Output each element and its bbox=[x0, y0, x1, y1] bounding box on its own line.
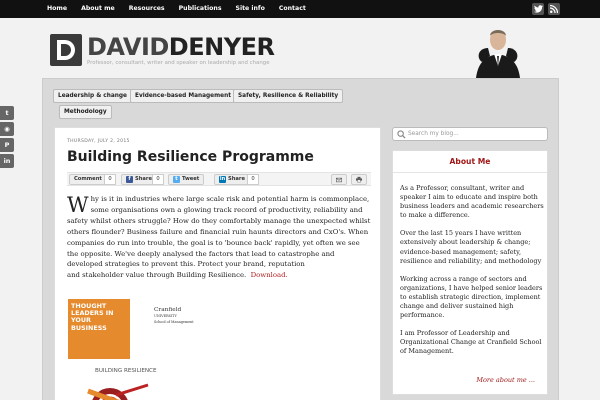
post-dropcap: W bbox=[67, 193, 89, 217]
email-icon bbox=[336, 177, 342, 183]
comment-button[interactable] bbox=[69, 174, 107, 185]
about-me-widget bbox=[392, 150, 548, 395]
top-social-links bbox=[532, 3, 560, 15]
linkedin-count: 0 bbox=[247, 174, 259, 185]
facebook-share-label: Share bbox=[135, 176, 153, 182]
nav-about-me[interactable]: About me bbox=[81, 5, 115, 12]
about-me-text bbox=[400, 184, 546, 366]
cranfield-name: Cranfield bbox=[154, 307, 182, 313]
rss-icon[interactable]: ◉ bbox=[0, 122, 14, 136]
search-input[interactable]: Search my blog... bbox=[408, 131, 459, 137]
site-tagline: Professor, consultant, writer and speaker on leadership and change bbox=[87, 60, 270, 66]
nav-contact[interactable]: Contact bbox=[278, 5, 306, 12]
pinterest-icon[interactable]: P bbox=[0, 138, 14, 152]
cranfield-school: School of Management bbox=[154, 320, 194, 325]
nav-publications[interactable]: Publications bbox=[178, 5, 222, 12]
about-paragraph-1: As a Professor, consultant, writer and speaker I aim to educate and inspire both business leaders and academic researchers to make a difference. bbox=[400, 184, 544, 220]
rss-icon[interactable] bbox=[548, 3, 560, 15]
about-paragraph-4: I am Professor of Leadership and Organizational Change at Cranfield School of Management. bbox=[400, 329, 542, 356]
about-paragraph-3: Working across a range of sectors and organizations, I have helped senior leaders to establish strategic direction, implement change and deliver sustained high performance. bbox=[400, 274, 543, 320]
twitter-icon[interactable]: t bbox=[0, 106, 14, 120]
cover-graphic bbox=[86, 381, 156, 400]
print-icon bbox=[356, 176, 362, 183]
download-link[interactable]: Download. bbox=[250, 271, 288, 280]
nav-site-info[interactable]: Site info bbox=[235, 5, 265, 12]
comment-count: 0 bbox=[104, 174, 116, 185]
post-date: THURSDAY, JULY 2, 2015 bbox=[67, 139, 130, 144]
sidebar bbox=[392, 127, 548, 400]
nav-menu bbox=[40, 0, 313, 18]
cover-subtitle: BUILDING RESILIENCE bbox=[95, 368, 157, 374]
tweet-button[interactable] bbox=[168, 174, 204, 185]
top-navigation bbox=[0, 0, 600, 18]
facebook-icon: f bbox=[126, 176, 133, 183]
post-paragraph: hy is it in industries where large scale risk and potential harm is commonplace, some organisations own a glowing track record of productivity, reliability and safety whilst others struggle? How do they comfortably manage the unexpected whilst others flounder? Business failure and financial ruin haunts directors and CxO's. When companies do run into trouble, the goal is to 'bounce back' rapidly, yet often we see the opposite. We've deeply analysed the factors that lead to catastrophe and developed strategies to prevent this. Protect your brand, reputation bbox=[67, 195, 371, 269]
search-box[interactable] bbox=[392, 127, 548, 141]
facebook-count: 0 bbox=[152, 174, 164, 185]
post-body bbox=[67, 194, 371, 281]
about-me-title: About Me bbox=[393, 151, 547, 173]
cranfield-logo bbox=[154, 307, 194, 326]
post-title[interactable]: Building Resilience Programme bbox=[67, 149, 314, 165]
linkedin-icon[interactable]: in bbox=[0, 154, 14, 168]
twitter-icon: t bbox=[173, 176, 180, 183]
logo-last-name: DENYER bbox=[168, 33, 275, 61]
logo-d-icon bbox=[50, 34, 82, 66]
linkedin-share-button[interactable] bbox=[214, 174, 250, 185]
post-paragraph-end: and stakeholder value through Building Resilience. bbox=[67, 271, 247, 280]
cover-banner-text: THOUGHT LEADERS IN YOUR BUSINESS bbox=[71, 302, 114, 332]
nav-resources[interactable]: Resources bbox=[128, 5, 165, 12]
category-safety-resilience[interactable]: Safety, Resilience & Reliability bbox=[233, 89, 343, 103]
category-evidence-based-management[interactable]: Evidence-based Management bbox=[130, 89, 236, 103]
more-about-me-link[interactable]: More about me ... bbox=[476, 376, 535, 384]
email-button[interactable] bbox=[331, 174, 347, 185]
category-methodology[interactable]: Methodology bbox=[59, 105, 112, 119]
author-portrait bbox=[468, 18, 528, 78]
about-paragraph-2: Over the last 15 years I have written extensively about leadership & change; evidence-based management; safety, resilience and reliability; and methodology bbox=[400, 229, 542, 265]
print-button[interactable] bbox=[351, 174, 367, 185]
logo-wordmark bbox=[87, 34, 274, 60]
category-leadership-change[interactable]: Leadership & change bbox=[53, 89, 132, 103]
brochure-cover-image[interactable] bbox=[68, 299, 198, 400]
comment-label: Comment bbox=[74, 176, 102, 182]
tweet-label: Tweet bbox=[182, 176, 200, 182]
nav-home[interactable]: Home bbox=[47, 5, 68, 12]
twitter-icon[interactable] bbox=[532, 3, 544, 15]
linkedin-icon: in bbox=[219, 176, 226, 182]
floating-share-bar bbox=[0, 106, 14, 170]
blog-post bbox=[54, 127, 381, 400]
content-wrapper bbox=[42, 78, 559, 400]
cranfield-university: UNIVERSITY bbox=[154, 314, 177, 319]
site-header bbox=[0, 18, 600, 78]
search-icon bbox=[397, 130, 406, 139]
share-toolbar bbox=[67, 172, 371, 186]
logo-first-name: DAVID bbox=[87, 33, 169, 61]
linkedin-share-label: Share bbox=[228, 176, 246, 182]
